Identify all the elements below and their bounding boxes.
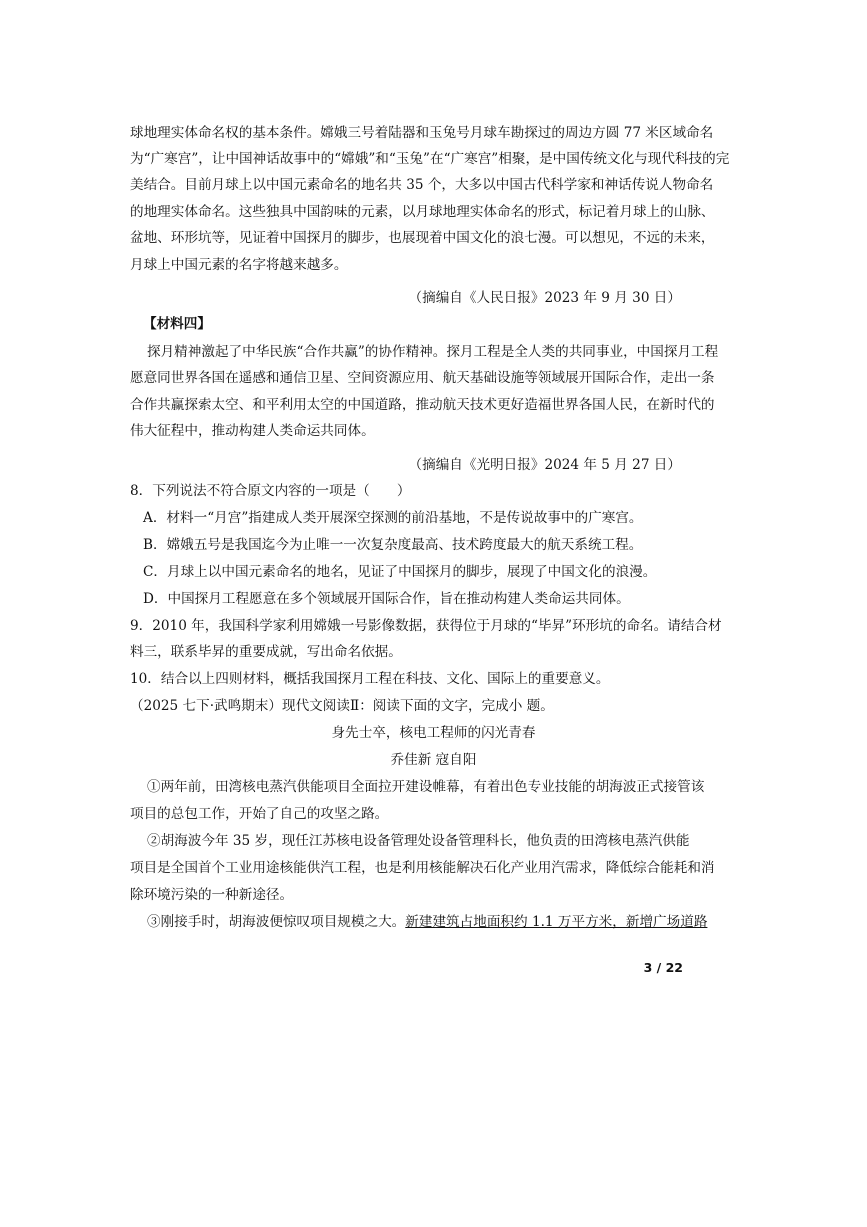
option-d: D．中国探月工程愿意在多个领域展开国际合作，旨在推动构建人类命运共同体。 (143, 591, 630, 607)
source-citation: （摘编自《人民日报》2023 年 9 月 30 日） (408, 290, 681, 306)
paragraph-line: 美结合。目前月球上以中国元素命名的地名共 35 个，大多以中国古代科学家和神话传说人物命名 (130, 177, 714, 193)
source-citation: （摘编自《光明日报》2024 年 5 月 27 日） (408, 457, 681, 473)
paragraph-line: 的地理实体命名。这些独具中国韵味的元素，以月球地理实体命名的形式，标记着月球上的山脉、 (130, 204, 715, 220)
paragraph-line: 伟大征程中，推动构建人类命运共同体。 (130, 423, 375, 439)
paragraph-line: 合作共赢探索太空、和平利用太空的中国道路，推动航天技术更好造福世界各国人民，在新时代的 (130, 397, 715, 413)
paragraph-line: 项目的总包工作，开始了自己的攻坚之路。 (130, 806, 389, 822)
paragraph-line: 为“广寒宫”，让中国神话故事中的“嫦娥”和“玉兔”在“广寒宫”相聚，是中国传统文化与现代科技的完 (130, 151, 730, 167)
option-b: B．嫦娥五号是我国迄今为止唯一一次复杂度最高、技术跨度最大的航天系统工程。 (143, 537, 643, 553)
option-c: C．月球上以中国元素命名的地名，见证了中国探月的脚步，展现了中国文化的浪漫。 (143, 564, 657, 580)
question-8-stem: 8．下列说法不符合原文内容的一项是（ ） (130, 483, 411, 499)
material-heading: 【材料四】 (143, 316, 211, 332)
question-9: 9．2010 年，我国科学家利用嫦娥一号影像数据，获得位于月球的“毕昇”环形坑的命名。请结合材 (130, 618, 722, 634)
paragraph-line (147, 913, 707, 931)
article-title: 身先士卒，核电工程师的闪光青春 (331, 725, 536, 741)
article-authors: 乔佳新 寇自阳 (390, 752, 477, 768)
page-number: 3 / 22 (643, 960, 683, 975)
paragraph-line: ②胡海波今年 35 岁，现任江苏核电设备管理处设备管理科长，他负责的田湾核电蒸汽供能 (147, 833, 690, 849)
paragraph-line: 球地理实体命名权的基本条件。嫦娥三号着陆器和玉兔号月球车勘探过的周边方圆 77 米区域命名 (130, 125, 714, 141)
option-a: A．材料一“月宫”指建成人类开展深空探测的前沿基地，不是传说故事中的广寒宫。 (143, 510, 643, 526)
paragraph-line: 盆地、环形坑等，见证着中国探月的脚步，也展现着中国文化的浪七漫。可以想见，不远的未来， (130, 230, 715, 246)
paragraph-line: 项目是全国首个工业用途核能供汽工程，也是利用核能解决石化产业用汽需求，降低综合能耗和消 (130, 860, 715, 876)
paragraph-text: ③刚接手时，胡海波便惊叹项目规模之大。 (147, 914, 406, 930)
paragraph-line: 探月精神激起了中华民族“合作共赢”的协作精神。探月工程是全人类的共同事业，中国探月工程 (147, 344, 719, 360)
question-10: 10．结合以上四则材料，概括我国探月工程在科技、文化、国际上的重要意义。 (130, 671, 610, 687)
paragraph-line: 月球上中国元素的名字将越来越多。 (130, 257, 348, 273)
question-9: 料三，联系毕昇的重要成就，写出命名依据。 (130, 644, 402, 660)
underlined-text: 新建建筑占地面积约 1.1 万平方米，新增广场道路 (405, 914, 708, 930)
reading-intro: （2025 七下·武鸣期末）现代文阅读Ⅱ：阅读下面的文字，完成小 题。 (130, 698, 554, 714)
paragraph-line: 愿意同世界各国在遥感和通信卫星、空间资源应用、航天基础设施等领域展开国际合作，走出一条 (130, 370, 715, 386)
paragraph-line: ①两年前，田湾核电蒸汽供能项目全面拉开建设帷幕，有着出色专业技能的胡海波正式接管该 (147, 779, 705, 795)
paragraph-line: 除环境污染的一种新途径。 (130, 887, 294, 903)
